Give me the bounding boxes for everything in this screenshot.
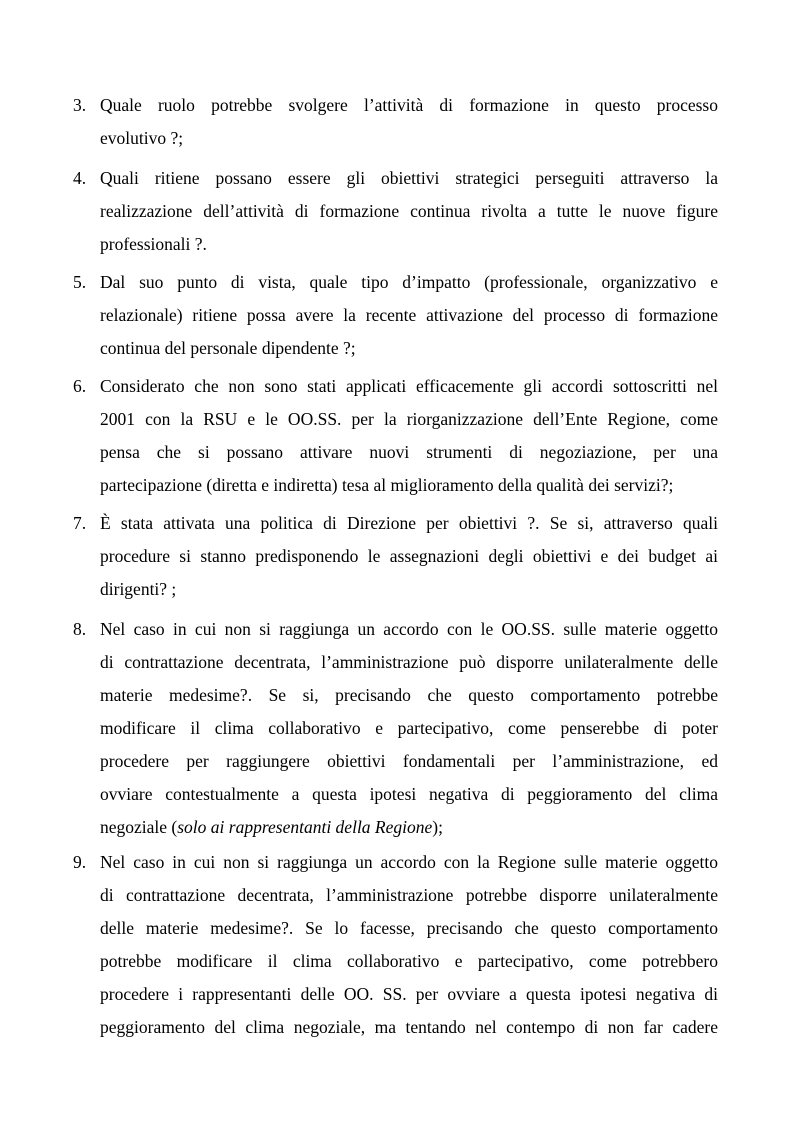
- item-line: peggioramento del clima negoziale, ma tentando nel contempo di non far cadere: [100, 1017, 718, 1037]
- item-line: modificare il clima collaborativo e partecipativo, come penserebbe di poter: [100, 718, 718, 738]
- item-line: materie medesime?. Se si, precisando che questo comportamento potrebbe: [100, 685, 718, 705]
- item-line: evolutivo ?;: [100, 128, 184, 148]
- item-line: relazionale) ritiene possa avere la recente attivazione del processo di formazione: [100, 305, 718, 325]
- item-number: 5.: [73, 272, 87, 292]
- item-line: Dal suo punto di vista, quale tipo d’impatto (professionale, organizzativo e: [100, 272, 718, 292]
- item-line: partecipazione (diretta e indiretta) tesa al miglioramento della qualità dei servizi?;: [100, 475, 674, 495]
- item-line: procedere per raggiungere obiettivi fondamentali per l’amministrazione, ed: [100, 751, 718, 771]
- item-line: Quali ritiene possano essere gli obiettivi strategici perseguiti attraverso la: [100, 168, 718, 188]
- item-line: di contrattazione decentrata, l’amministrazione potrebbe disporre unilateralmente: [100, 885, 718, 905]
- item-line: dirigenti? ;: [100, 579, 177, 599]
- item-line: di contrattazione decentrata, l’amministrazione può disporre unilateralmente delle: [100, 652, 718, 672]
- item-line: Nel caso in cui non si raggiunga un accordo con la Regione sulle materie oggetto: [100, 852, 718, 872]
- item-line: delle materie medesime?. Se lo facesse, precisando che questo comportamento: [100, 918, 718, 938]
- item-line: Nel caso in cui non si raggiunga un accordo con le OO.SS. sulle materie oggetto: [100, 619, 718, 639]
- item-line: potrebbe modificare il clima collaborativo e partecipativo, come potrebbero: [100, 951, 718, 971]
- item-line: continua del personale dipendente ?;: [100, 338, 356, 358]
- item-line: procedere i rappresentanti delle OO. SS. per ovviare a questa ipotesi negativa di: [100, 984, 718, 1004]
- item-line: Quale ruolo potrebbe svolgere l’attività di formazione in questo processo: [100, 95, 718, 115]
- item-line: ovviare contestualmente a questa ipotesi negativa di peggioramento del clima: [100, 784, 718, 804]
- item-line: È stata attivata una politica di Direzione per obiettivi ?. Se si, attraverso quali: [100, 513, 718, 533]
- item-number: 6.: [73, 376, 87, 396]
- item-number: 8.: [73, 619, 87, 639]
- item-number: 4.: [73, 168, 87, 188]
- item-line: realizzazione dell’attività di formazione continua rivolta a tutte le nuove figure: [100, 201, 718, 221]
- item-line: Considerato che non sono stati applicati efficacemente gli accordi sottoscritti nel: [100, 376, 718, 396]
- line-text: negoziale (: [100, 817, 178, 837]
- item-line: pensa che si possano attivare nuovi strumenti di negoziazione, per una: [100, 442, 718, 462]
- item-number: 9.: [73, 852, 87, 872]
- italic-note: solo ai rappresentanti della Regione: [177, 817, 433, 837]
- item-line: 2001 con la RSU e le OO.SS. per la riorganizzazione dell’Ente Regione, come: [100, 409, 718, 429]
- item-line: professionali ?.: [100, 234, 207, 254]
- item-number: 7.: [73, 513, 87, 533]
- item-line: procedure si stanno predisponendo le assegnazioni degli obiettivi e dei budget ai: [100, 546, 718, 566]
- line-text: );: [432, 817, 443, 837]
- item-number: 3.: [73, 95, 87, 115]
- item-line-last: [100, 811, 718, 844]
